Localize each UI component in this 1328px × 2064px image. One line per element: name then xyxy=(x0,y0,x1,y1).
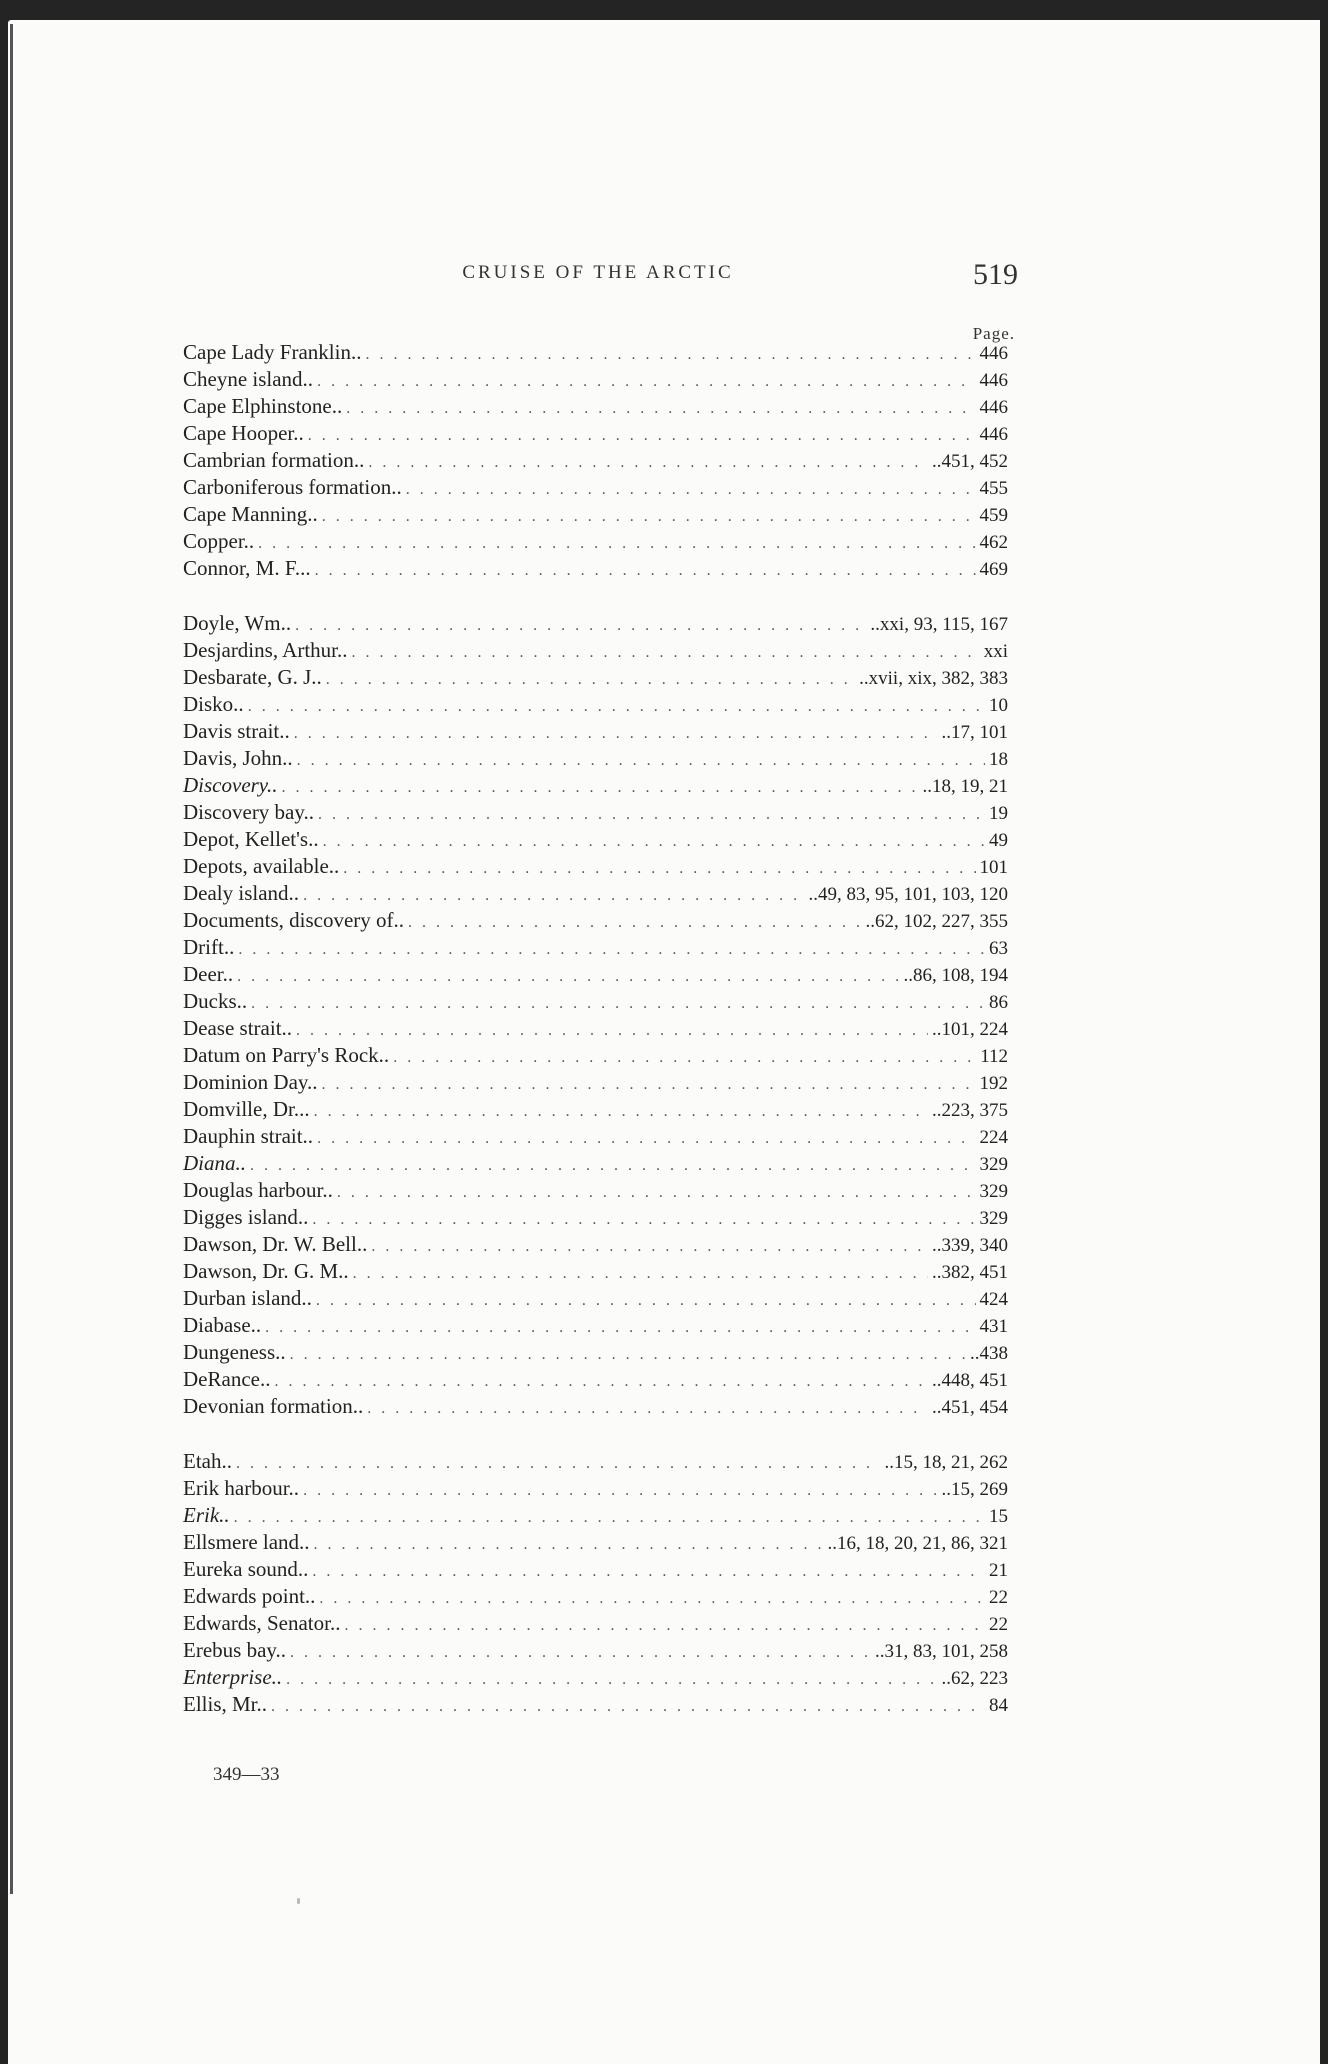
index-term: Dauphin strait.. xyxy=(183,1124,314,1148)
dot-leader xyxy=(294,720,938,747)
index-term: Diana.. xyxy=(183,1151,246,1175)
index-entry xyxy=(183,691,1008,718)
index-entry xyxy=(183,1393,1008,1420)
index-term: Edwards, Senator.. xyxy=(183,1611,341,1635)
dot-leader xyxy=(323,828,985,855)
index-term: Davis, John.. xyxy=(183,746,293,770)
index-term: Ellsmere land.. xyxy=(183,1530,310,1554)
dot-leader xyxy=(353,1260,928,1287)
dot-leader xyxy=(303,1477,937,1504)
index-term: Cape Hooper.. xyxy=(183,421,304,445)
index-term: Drift.. xyxy=(183,935,235,959)
dot-leader xyxy=(322,503,976,530)
index-entry xyxy=(183,961,1008,988)
page-references: 446 xyxy=(979,397,1008,418)
dot-leader xyxy=(406,476,976,503)
index-entry xyxy=(183,745,1008,772)
index-entry xyxy=(183,1258,1008,1285)
index-term: Depot, Kellet's.. xyxy=(183,827,319,851)
index-term: Etah.. xyxy=(183,1449,232,1473)
index-entry xyxy=(183,934,1008,961)
page-references: ..18, 19, 21 xyxy=(922,776,1008,797)
page-references: 112 xyxy=(980,1046,1008,1067)
page-references: xxi xyxy=(983,641,1008,662)
index-entry xyxy=(183,501,1008,528)
index-entry xyxy=(183,1096,1008,1123)
page-number: 519 xyxy=(973,258,1018,291)
page-references: 86 xyxy=(989,992,1008,1013)
page-references: ..451, 454 xyxy=(932,1397,1008,1418)
page-header xyxy=(178,258,1018,292)
index-term: Erik.. xyxy=(183,1503,230,1527)
index-entry xyxy=(183,1285,1008,1312)
page-references: ..101, 224 xyxy=(932,1019,1008,1040)
dot-leader xyxy=(318,801,985,828)
page-references: 455 xyxy=(979,478,1008,499)
dot-leader xyxy=(312,1558,985,1585)
index-entry xyxy=(183,528,1008,555)
index-entry xyxy=(183,826,1008,853)
index-term: Davis strait.. xyxy=(183,719,290,743)
page-references: 22 xyxy=(989,1587,1008,1608)
index-entry xyxy=(183,1015,1008,1042)
index-entry xyxy=(183,637,1008,664)
dot-leader xyxy=(371,1233,928,1260)
index-entry xyxy=(183,555,1008,582)
index-entry xyxy=(183,853,1008,880)
page-references: 15 xyxy=(989,1506,1008,1527)
dot-leader xyxy=(234,1504,985,1531)
index-group xyxy=(183,610,1008,1420)
dot-leader xyxy=(315,557,976,584)
index-entry xyxy=(183,420,1008,447)
page-references: ..49, 83, 95, 101, 103, 120 xyxy=(808,884,1008,905)
index-entry xyxy=(183,1502,1008,1529)
page-references: 459 xyxy=(979,505,1008,526)
dot-leader xyxy=(344,1612,985,1639)
page-references: ..15, 18, 21, 262 xyxy=(884,1452,1008,1473)
index-entry xyxy=(183,1177,1008,1204)
page-references: 84 xyxy=(989,1695,1008,1716)
index-entry xyxy=(183,988,1008,1015)
index-term: Dease strait.. xyxy=(183,1016,293,1040)
dot-leader xyxy=(351,639,979,666)
index-term: Devonian formation.. xyxy=(183,1394,364,1418)
index-term: Cheyne island.. xyxy=(183,367,314,391)
dot-leader xyxy=(237,963,899,990)
page-references: 22 xyxy=(989,1614,1008,1635)
index-entry xyxy=(183,1691,1008,1718)
index-term: Dominion Day.. xyxy=(183,1070,318,1094)
index-term: Desjardins, Arthur.. xyxy=(183,638,348,662)
page-references: 18 xyxy=(989,749,1008,770)
dot-leader xyxy=(281,774,918,801)
index-entry xyxy=(183,1664,1008,1691)
index-term: Erik harbour.. xyxy=(183,1476,300,1500)
index-entry xyxy=(183,474,1008,501)
dot-leader xyxy=(317,368,975,395)
dot-leader xyxy=(297,747,985,774)
page-column-label: Page. xyxy=(972,324,1015,343)
dot-leader xyxy=(314,1098,928,1125)
index-entry xyxy=(183,447,1008,474)
dot-leader xyxy=(296,1017,928,1044)
index-entry xyxy=(183,1637,1008,1664)
index-group xyxy=(183,1448,1008,1718)
index-entry xyxy=(183,1475,1008,1502)
dot-leader xyxy=(393,1044,976,1071)
index-term: Cape Elphinstone.. xyxy=(183,394,343,418)
page-references: 446 xyxy=(979,370,1008,391)
index-term: Documents, discovery of.. xyxy=(183,908,405,932)
index-entry xyxy=(183,1312,1008,1339)
dot-leader xyxy=(265,1314,975,1341)
page-references: ..382, 451 xyxy=(932,1262,1008,1283)
index-term: Durban island.. xyxy=(183,1286,312,1310)
index-term: Domville, Dr... xyxy=(183,1097,310,1121)
dot-leader xyxy=(314,1531,824,1558)
dot-leader xyxy=(295,612,866,639)
index-term: Connor, M. F... xyxy=(183,556,311,580)
index-term: Dawson, Dr. G. M.. xyxy=(183,1259,349,1283)
dot-leader xyxy=(343,855,975,882)
index-term: Erebus bay.. xyxy=(183,1638,287,1662)
dot-leader xyxy=(408,909,861,936)
index-entry xyxy=(183,610,1008,637)
index-term: Deer.. xyxy=(183,962,234,986)
page-references: 446 xyxy=(979,424,1008,445)
dot-leader xyxy=(274,1368,928,1395)
page-references: 192 xyxy=(979,1073,1008,1094)
index-term: Edwards point.. xyxy=(183,1584,316,1608)
page-references: 462 xyxy=(979,532,1008,553)
page-references: 424 xyxy=(979,1289,1008,1310)
index-term: Douglas harbour.. xyxy=(183,1178,333,1202)
dot-leader xyxy=(337,1179,976,1206)
dot-leader xyxy=(286,1666,937,1693)
index-entry xyxy=(183,799,1008,826)
index-term: Copper.. xyxy=(183,529,255,553)
index-entry xyxy=(183,1069,1008,1096)
dot-leader xyxy=(251,990,985,1017)
index-entry xyxy=(183,1150,1008,1177)
index-term: Discovery.. xyxy=(183,773,278,797)
page-references: ..62, 102, 227, 355 xyxy=(865,911,1008,932)
page-references: 469 xyxy=(979,559,1008,580)
index-entries xyxy=(183,339,1008,1746)
index-group xyxy=(183,339,1008,582)
page-references: 329 xyxy=(979,1181,1008,1202)
index-term: Discovery bay.. xyxy=(183,800,315,824)
dot-leader xyxy=(316,1287,976,1314)
index-term: Dawson, Dr. W. Bell.. xyxy=(183,1232,368,1256)
dot-leader xyxy=(368,449,928,476)
index-entry xyxy=(183,339,1008,366)
index-entry xyxy=(183,1042,1008,1069)
dot-leader xyxy=(367,1395,928,1422)
index-entry xyxy=(183,718,1008,745)
index-term: Dealy island.. xyxy=(183,881,300,905)
index-entry xyxy=(183,1556,1008,1583)
dot-leader xyxy=(322,1071,976,1098)
index-term: Dungeness.. xyxy=(183,1340,286,1364)
page-gutter-edge xyxy=(10,24,13,1894)
page-references: ..15, 269 xyxy=(941,1479,1008,1500)
dot-leader xyxy=(236,1450,881,1477)
index-term: Cape Manning.. xyxy=(183,502,318,526)
index-entry xyxy=(183,772,1008,799)
scan-speck xyxy=(297,1898,300,1904)
index-term: Digges island.. xyxy=(183,1205,309,1229)
index-entry xyxy=(183,1123,1008,1150)
dot-leader xyxy=(250,1152,976,1179)
index-term: Carboniferous formation.. xyxy=(183,475,402,499)
page-references: 329 xyxy=(979,1208,1008,1229)
dot-leader xyxy=(346,395,975,422)
index-entry xyxy=(183,907,1008,934)
page-references: ..86, 108, 194 xyxy=(903,965,1008,986)
index-entry xyxy=(183,664,1008,691)
index-entry xyxy=(183,1448,1008,1475)
page-references: ..451, 452 xyxy=(932,451,1008,472)
index-term: Doyle, Wm.. xyxy=(183,611,292,635)
page-references: 21 xyxy=(989,1560,1008,1581)
dot-leader xyxy=(290,1341,966,1368)
page-references: 431 xyxy=(979,1316,1008,1337)
index-entry xyxy=(183,880,1008,907)
dot-leader xyxy=(290,1639,871,1666)
index-entry xyxy=(183,1583,1008,1610)
page-references: 49 xyxy=(989,830,1008,851)
index-term: Desbarate, G. J.. xyxy=(183,665,322,689)
dot-leader xyxy=(319,1585,985,1612)
index-term: Enterprise.. xyxy=(183,1665,283,1689)
page-references: 101 xyxy=(979,857,1008,878)
page-references: ..16, 18, 20, 21, 86, 321 xyxy=(827,1533,1008,1554)
dot-leader xyxy=(317,1125,975,1152)
index-term: Depots, available.. xyxy=(183,854,340,878)
dot-leader xyxy=(312,1206,975,1233)
dot-leader xyxy=(308,422,976,449)
page-references: 10 xyxy=(989,695,1008,716)
index-term: Diabase.. xyxy=(183,1313,262,1337)
page-references: ..xvii, xix, 382, 383 xyxy=(859,668,1008,689)
dot-leader xyxy=(248,693,985,720)
printer-signature: 349—33 xyxy=(213,1764,280,1785)
index-term: Datum on Parry's Rock.. xyxy=(183,1043,390,1067)
page-references: ..31, 83, 101, 258 xyxy=(875,1641,1008,1662)
index-term: Disko.. xyxy=(183,692,244,716)
page-references: ..448, 451 xyxy=(932,1370,1008,1391)
dot-leader xyxy=(271,1693,985,1720)
dot-leader xyxy=(258,530,975,557)
page-references: 19 xyxy=(989,803,1008,824)
dot-leader xyxy=(303,882,804,909)
index-term: Cambrian formation.. xyxy=(183,448,365,472)
page-references: ..17, 101 xyxy=(941,722,1008,743)
page-references: 329 xyxy=(979,1154,1008,1175)
index-term: Cape Lady Franklin.. xyxy=(183,340,362,364)
index-entry xyxy=(183,1529,1008,1556)
dot-leader xyxy=(238,936,985,963)
page-references: ..339, 340 xyxy=(932,1235,1008,1256)
index-entry xyxy=(183,1610,1008,1637)
page-references: 63 xyxy=(989,938,1008,959)
page-references: ..438 xyxy=(970,1343,1008,1364)
index-term: Ducks.. xyxy=(183,989,248,1013)
index-entry xyxy=(183,1204,1008,1231)
index-entry xyxy=(183,393,1008,420)
index-entry xyxy=(183,1339,1008,1366)
page-references: ..xxi, 93, 115, 167 xyxy=(870,614,1008,635)
running-title: CRUISE OF THE ARCTIC xyxy=(462,262,734,283)
dot-leader xyxy=(326,666,855,693)
index-entry xyxy=(183,1366,1008,1393)
page-references: 224 xyxy=(979,1127,1008,1148)
index-term: Ellis, Mr.. xyxy=(183,1692,268,1716)
page-references: 446 xyxy=(979,343,1008,364)
page-references: ..62, 223 xyxy=(941,1668,1008,1689)
dot-leader xyxy=(365,341,975,368)
index-term: Eureka sound.. xyxy=(183,1557,309,1581)
index-term: DeRance.. xyxy=(183,1367,271,1391)
page-references: ..223, 375 xyxy=(932,1100,1008,1121)
index-entry xyxy=(183,1231,1008,1258)
index-entry xyxy=(183,366,1008,393)
